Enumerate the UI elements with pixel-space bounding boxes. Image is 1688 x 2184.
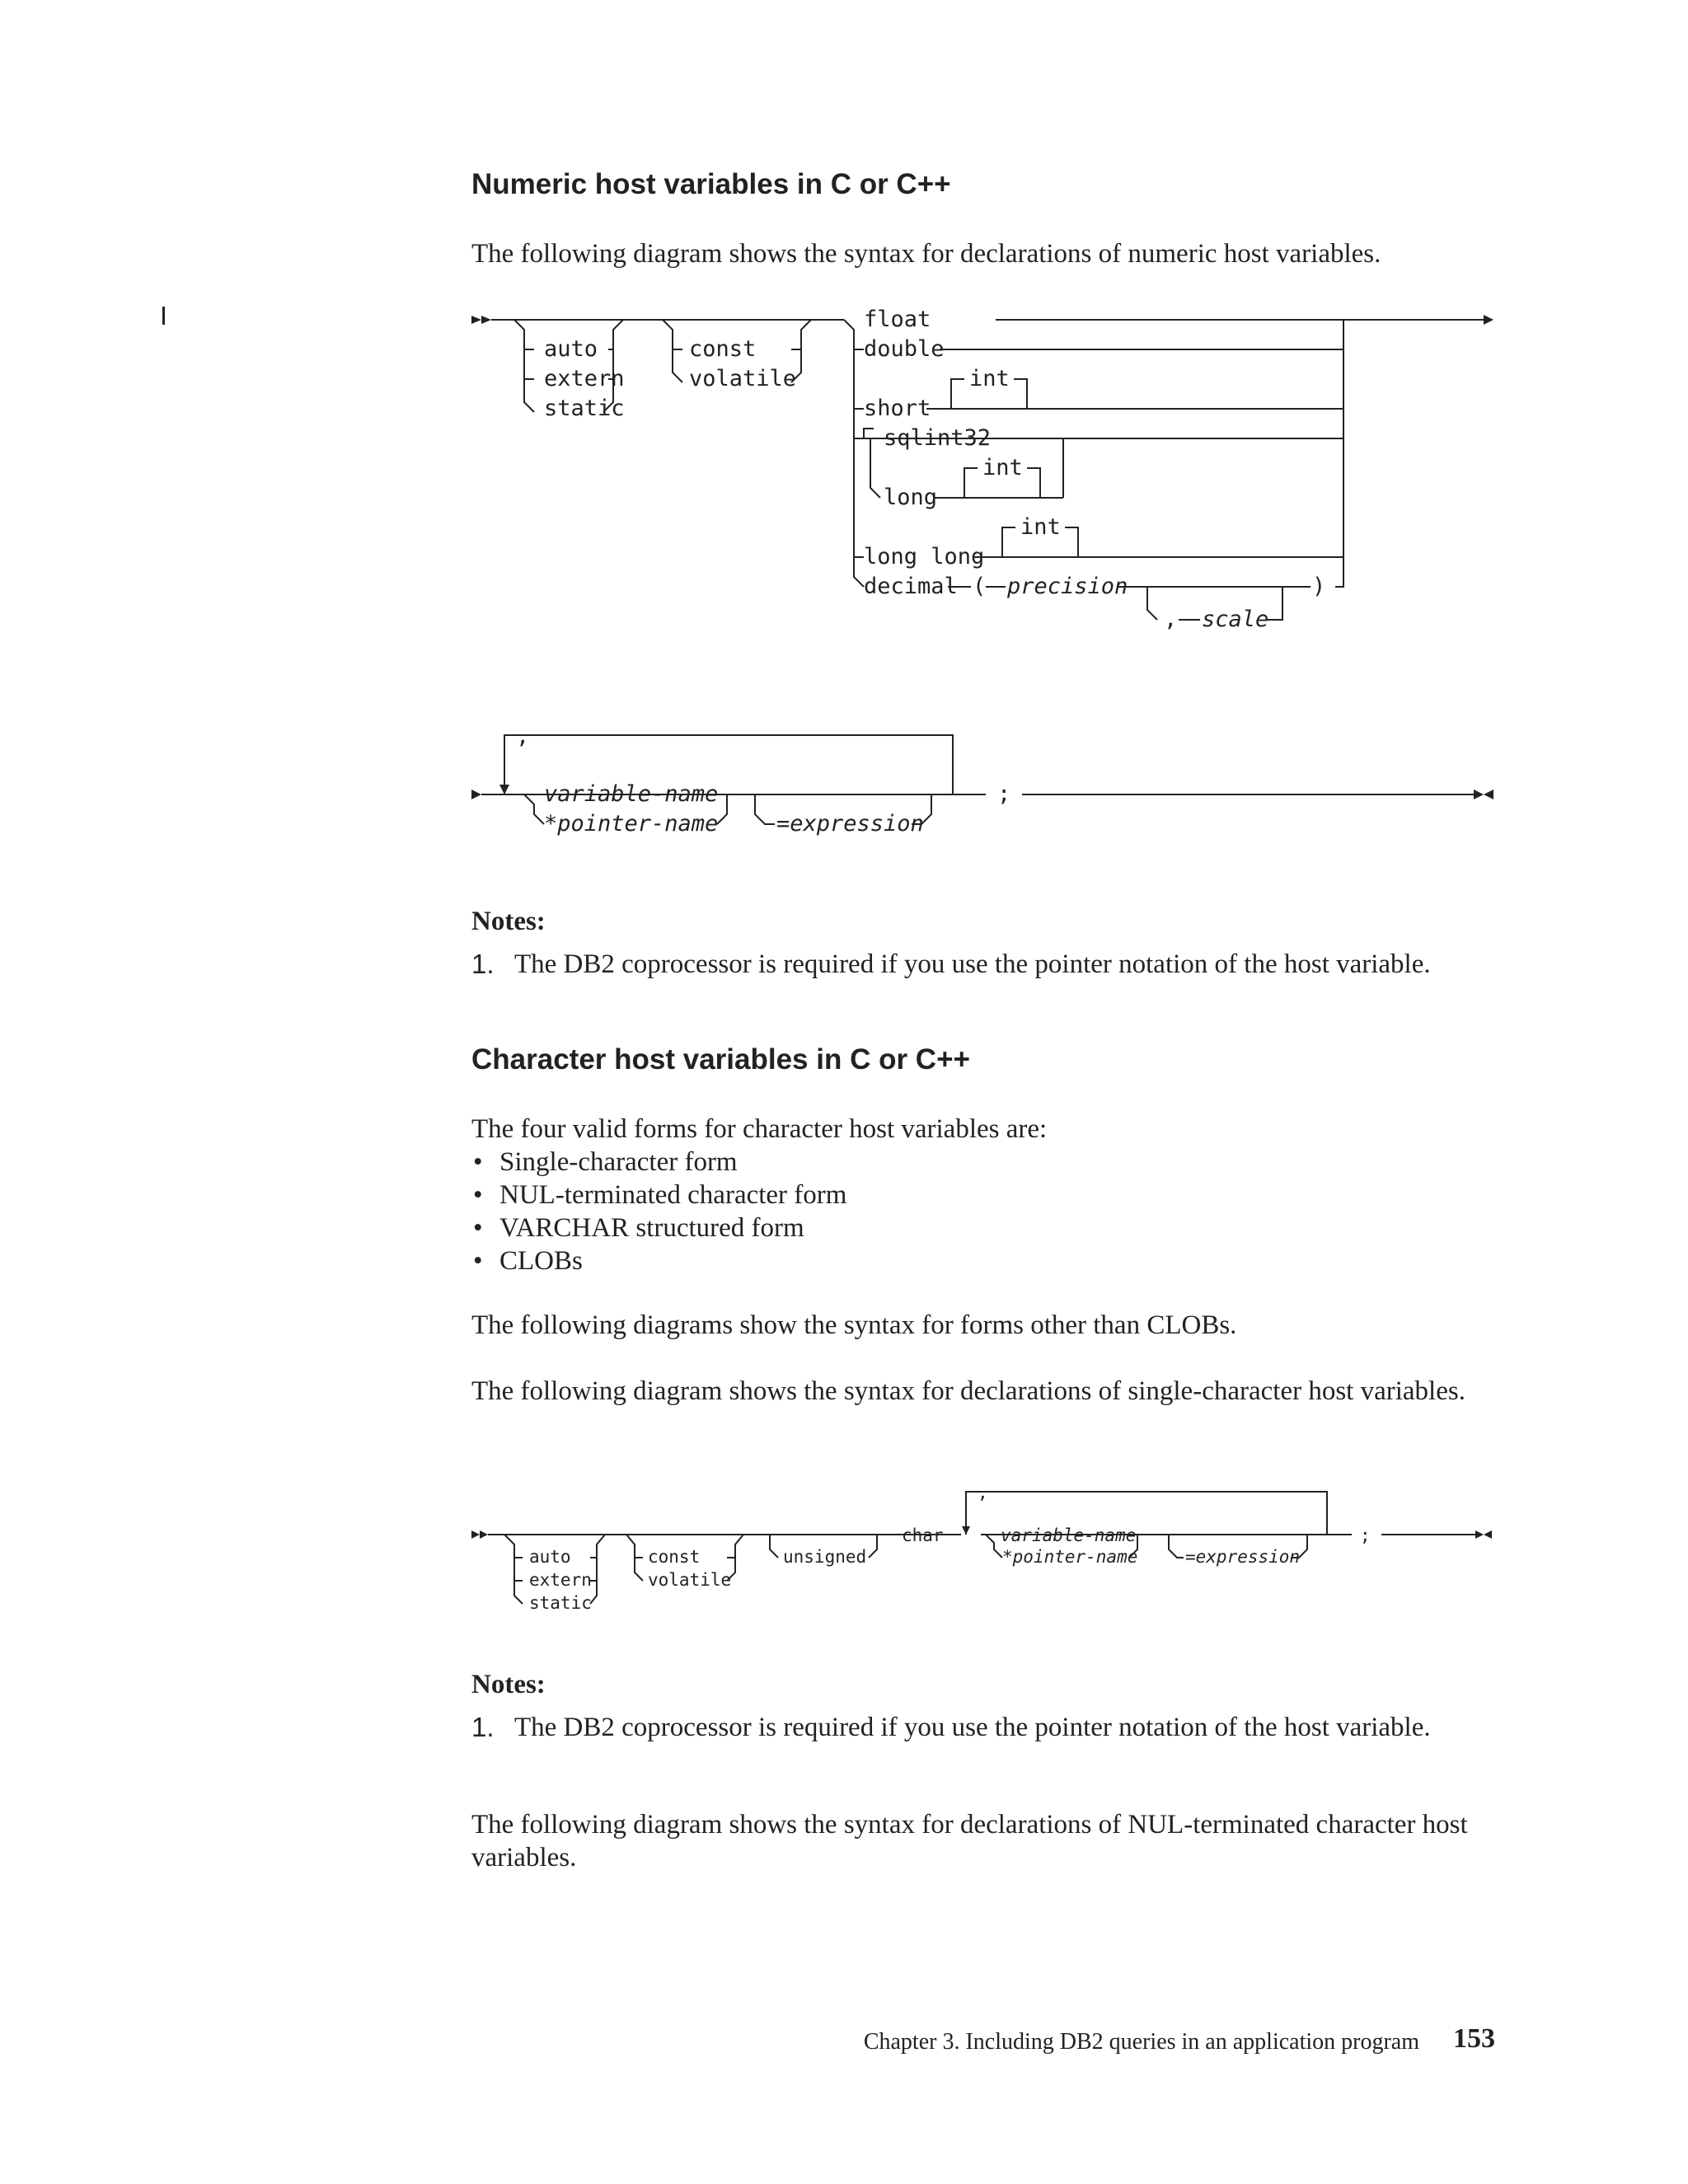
note-item-2 <box>471 1711 1502 1744</box>
unsigned-keyword: unsigned <box>783 1547 867 1567</box>
forms-other-paragraph: The following diagrams show the syntax for forms other than CLOBs. <box>471 1310 1237 1340</box>
nul-terminated-paragraph: The following diagram shows the syntax for declarations of NUL-terminated character host variables. <box>471 1810 1468 1872</box>
notes-heading-2: Notes: <box>471 1670 546 1699</box>
storage-auto: auto <box>544 336 598 362</box>
type-sqlint32: sqlint32 <box>884 425 992 451</box>
expression: =expression <box>1185 1547 1301 1567</box>
short-int: int <box>969 366 1010 391</box>
note-item-1 <box>471 948 1502 981</box>
start-arrow-1 <box>471 316 481 324</box>
qualifier-const: const <box>689 336 757 362</box>
terminator: ; <box>1360 1526 1371 1545</box>
list-item: • VARCHAR structured form <box>473 1213 804 1243</box>
type-short: short <box>864 396 931 421</box>
single-char-syntax-diagram <box>0 1483 1688 1624</box>
decimal-open-paren: ( <box>973 574 987 599</box>
end-arrow <box>1474 790 1484 799</box>
repeat-separator: , <box>516 724 530 749</box>
note-text: The DB2 coprocessor is required if you use the pointer notation of the host variable. <box>514 949 1431 979</box>
variable-name: variable-name <box>544 781 719 807</box>
end-arrow-back <box>1484 790 1493 799</box>
numeric-syntax-diagram <box>0 297 1688 659</box>
decimal-close-paren: ) <box>1312 574 1326 599</box>
page-number: 153 <box>1453 2023 1495 2054</box>
repeat-arrow <box>499 785 509 794</box>
qualifier-const: const <box>648 1547 701 1567</box>
note-text: The DB2 coprocessor is required if you use the pointer notation of the host variable. <box>514 1713 1431 1742</box>
section-heading-numeric: Numeric host variables in C or C++ <box>471 168 951 200</box>
type-decimal: decimal <box>864 574 958 599</box>
type-long-long: long long <box>864 544 985 569</box>
storage-static: static <box>544 396 625 421</box>
character-intro-paragraph: The four valid forms for character host variables are: <box>471 1114 1048 1144</box>
decimal-comma: , <box>1164 607 1178 632</box>
list-item: • CLOBs <box>473 1246 583 1276</box>
repeat-separator: , <box>978 1483 988 1502</box>
qualifier-volatile: volatile <box>648 1570 732 1590</box>
type-double: double <box>864 336 945 362</box>
storage-static: static <box>529 1593 592 1613</box>
expression: =expression <box>776 811 924 837</box>
char-keyword: char <box>902 1526 944 1545</box>
variable-name: variable-name <box>1001 1526 1137 1545</box>
numeric-intro-paragraph: The following diagram shows the syntax for declarations of numeric host variables. <box>471 239 1381 269</box>
long-long-int: int <box>1020 514 1061 540</box>
pointer-name: *pointer-name <box>1002 1547 1138 1567</box>
forms-bullet-list <box>471 1146 1502 1277</box>
storage-extern: extern <box>544 366 625 391</box>
section-heading-character: Character host variables in C or C++ <box>471 1043 970 1076</box>
decimal-scale: scale <box>1202 607 1269 632</box>
list-item: • Single-character form <box>473 1147 738 1177</box>
storage-extern: extern <box>529 1570 592 1590</box>
continue-arrow <box>471 790 481 799</box>
main-end-arrow <box>1484 315 1493 325</box>
note-number: 1. <box>471 1712 495 1742</box>
storage-auto: auto <box>529 1547 571 1567</box>
notes-heading-1: Notes: <box>471 907 546 936</box>
single-char-paragraph: The following diagram shows the syntax for declarations of single-character host variables. <box>471 1376 1465 1406</box>
repeat-arrow <box>962 1526 970 1535</box>
qualifier-volatile: volatile <box>689 366 797 391</box>
note-number: 1. <box>471 949 495 979</box>
pointer-name: *pointer-name <box>544 811 719 837</box>
terminator: ; <box>997 781 1011 807</box>
end-arrow-back <box>1484 1530 1492 1539</box>
list-item: • NUL-terminated character form <box>473 1180 847 1210</box>
end-arrow <box>1475 1530 1484 1539</box>
type-float: float <box>864 307 931 332</box>
footer-chapter-title: Chapter 3. Including DB2 queries in an application program <box>863 2029 1419 2055</box>
type-long: long <box>884 485 938 510</box>
decimal-precision: precision <box>1007 574 1128 599</box>
long-int: int <box>982 455 1023 480</box>
start-arrow-2 <box>481 316 491 324</box>
variable-list-syntax-diagram <box>0 725 1688 857</box>
